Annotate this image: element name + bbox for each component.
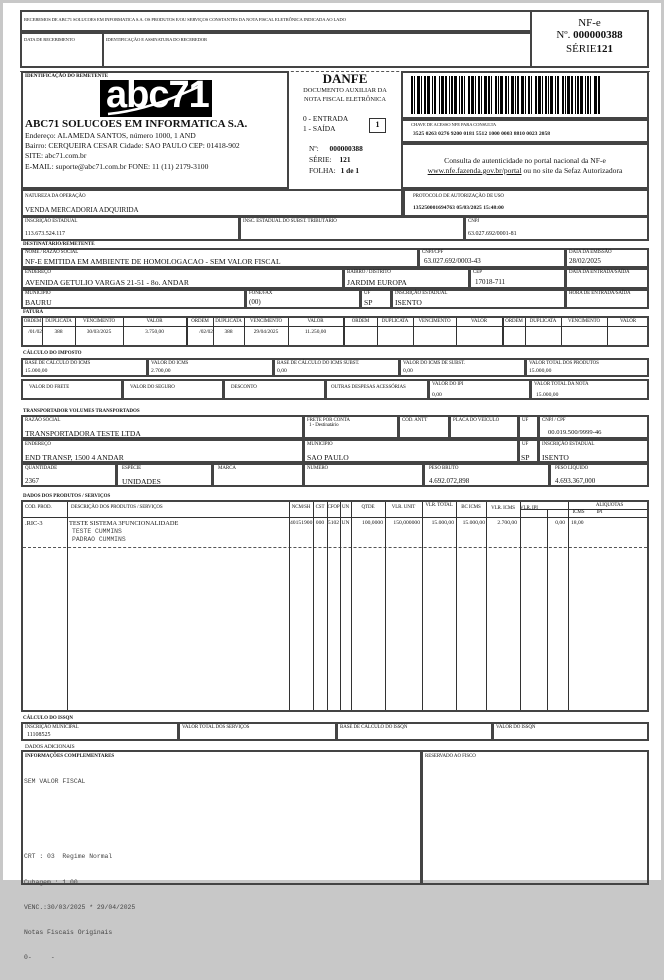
fatura-h-ordem: ORDEM xyxy=(351,319,370,324)
ie-label: INSCRIÇÃO ESTADUAL xyxy=(25,219,78,224)
produtos-h-cst: CST xyxy=(315,505,325,510)
fatura-valor: 3.750,00 xyxy=(145,329,164,335)
transp-frete-box xyxy=(303,415,399,439)
fatura-ordem: /01/02 xyxy=(28,329,42,335)
fatura-h-vencimento: VENCIMENTO xyxy=(568,319,600,324)
imposto-outras-label: OUTRAS DESPESAS ACESSÓRIAS xyxy=(331,385,406,390)
dest-bairro-label: BAIRRO / DISTRITO xyxy=(347,270,391,275)
imposto-ipi-label: VALOR DO IPI xyxy=(432,382,464,387)
imposto-outras-box xyxy=(325,379,429,400)
transp-quantidade-value: 2367 xyxy=(25,477,39,485)
danfe-folha: 1 de 1 xyxy=(340,166,360,175)
danfe-number: 000000388 xyxy=(329,144,363,153)
dest-cnpj-box xyxy=(418,248,566,268)
protocolo-label: PROTOCOLO DE AUTORIZAÇÃO DE USO xyxy=(413,194,504,199)
imposto-icms-st-box xyxy=(399,358,526,377)
protocolo-value: 135250001694763 05/03/2025 15:48:00 xyxy=(413,205,504,211)
imposto-bc-icms-value: 15.000,00 xyxy=(25,368,48,374)
natureza-value: VENDA MERCADORIA ADQUIRIDA xyxy=(25,206,139,214)
chave-box xyxy=(401,119,649,143)
fatura-h-vencimento: VENCIMENTO xyxy=(250,319,282,324)
transp-placa-box xyxy=(449,415,519,439)
dest-endereco-box xyxy=(21,268,344,289)
dest-hora-label: HORA DE ENTRADA/SAÍDA xyxy=(569,291,631,296)
fatura-vencimento: 29/04/2025 xyxy=(253,329,279,335)
transp-peso-bruto-value: 4.692.072,898 xyxy=(429,477,470,485)
danfe-number-line xyxy=(309,144,363,153)
issqn-im-label: INSCRIÇÃO MUNICIPAL xyxy=(25,725,79,730)
produtos-h-vipi: VLR. IPI xyxy=(520,506,538,511)
fatura-h-duplicata: DUPLICATA xyxy=(215,319,242,324)
barcode-icon xyxy=(411,76,641,114)
transp-especie-box xyxy=(116,463,213,487)
danfe-title: DANFE xyxy=(322,71,368,86)
danfe-subtitle-1: DOCUMENTO AUXILIAR DA xyxy=(303,87,387,94)
cnpj-label: CNPJ xyxy=(468,219,480,224)
dest-ie-label: INSCRIÇÃO ESTADUAL xyxy=(395,291,448,296)
produtos-h-cfop: CFOP xyxy=(327,505,340,510)
imposto-seguro-label: VALOR DO SEGURO xyxy=(130,385,175,390)
dest-emissao-value: 28/02/2025 xyxy=(569,257,601,265)
produtos-h-cod: COD. PROD. xyxy=(25,505,52,510)
transp-numero-box xyxy=(303,463,424,487)
dest-cep-box xyxy=(469,268,566,289)
canhoto-number: 000000388 xyxy=(573,29,623,41)
chave-label: CHAVE DE ACESSO NFE PARA CONSULTA xyxy=(411,122,497,127)
fatura-vencimento: 30/03/2025 xyxy=(86,329,112,335)
ie-st-box xyxy=(239,216,465,241)
fatura-h-ordem: ORDEM xyxy=(23,319,42,324)
imposto-bc-icms-label: BASE DE CÁLCULO DO ICMS xyxy=(25,361,91,366)
dest-municipio-value: BAURU xyxy=(25,298,52,307)
produto-aliq-icms: 18,00 xyxy=(571,520,584,526)
protocolo-box xyxy=(403,189,649,217)
transp-frete-value: 1 - Destinatário xyxy=(309,423,339,428)
emitente-name: ABC71 SOLUCOES EM INFORMATICA S.A. xyxy=(25,118,248,130)
issqn-bc-label: BASE DE CÁLCULO DO ISSQN xyxy=(340,725,408,730)
transp-endereco-label: ENDEREÇO xyxy=(25,442,51,447)
imposto-icms-box xyxy=(147,358,274,377)
danfe-subtitle-2: NOTA FISCAL ELETRÔNICA xyxy=(304,96,386,103)
fatura-h-vencimento: VENCIMENTO xyxy=(418,319,451,324)
produto-cfop: 5102 xyxy=(327,520,340,526)
transp-quantidade-box xyxy=(21,463,117,487)
transp-municipio-box xyxy=(303,439,519,463)
fatura-h-ordem: ORDEM xyxy=(191,319,209,324)
transp-placa-label: PLACA DO VEÍCULO xyxy=(453,418,500,423)
dest-nome-label: NOME / RAZÃO SOCIAL xyxy=(25,250,79,255)
danfe-entrada: 0 - ENTRADA xyxy=(303,114,349,123)
canhoto-serie: 121 xyxy=(596,43,614,55)
fatura-h-duplicata: DUPLICATA xyxy=(45,319,72,324)
produtos-header-divider xyxy=(23,517,647,518)
info-complementares-label: INFORMAÇÕES COMPLEMENTARES xyxy=(25,754,115,759)
transp-especie-value: UNIDADES xyxy=(122,477,161,486)
transp-municipio-value: SAO PAULO xyxy=(307,453,349,462)
dest-nome-box xyxy=(21,248,419,268)
ie-box xyxy=(21,216,240,241)
transp-razao-value: TRANSPORTADORA TESTE LTDA xyxy=(25,429,141,438)
imposto-desconto-label: DESCONTO xyxy=(231,385,257,390)
consulta-line-1: Consulta de autenticidade no portal nacional da NF-e xyxy=(444,156,606,165)
produto-desc: TESTE SISTEMA 3FUNCIONALIDADE xyxy=(69,520,179,527)
transp-quantidade-label: QUANTIDADE xyxy=(25,466,58,471)
fatura-ordem: /02/02 xyxy=(199,329,213,335)
fatura-h-duplicata: DUPLICATA xyxy=(529,319,557,324)
produto-desc-extra-1: TESTE CUMMINS xyxy=(72,528,122,535)
produtos-h-vicms: VLR. ICMS xyxy=(491,506,515,511)
danfe-saida: 1 - SAÍDA xyxy=(303,124,336,133)
danfe-box xyxy=(289,71,401,189)
transp-uf2-box xyxy=(518,439,539,463)
dest-bairro-value: JARDIM EUROPA xyxy=(347,278,407,287)
produtos-h-ncm: NCM/SH xyxy=(291,505,311,510)
destinatario-section-label: DESTINATÁRIO/REMETENTE xyxy=(23,242,95,247)
canhoto-serie-label: SÉRIE xyxy=(565,43,597,55)
produtos-h-bcicms: BC ICMS xyxy=(461,505,481,510)
produto-vicms: 2.700,00 xyxy=(497,520,517,526)
imposto-icms-value: 2.700,00 xyxy=(151,368,171,374)
transp-uf1-box xyxy=(518,415,539,439)
fatura-duplicata: 388 xyxy=(224,329,233,335)
produto-bcicms: 15.000,00 xyxy=(462,520,485,526)
imposto-bc-icms-st-box xyxy=(273,358,400,377)
danfe-serie: 121 xyxy=(339,155,351,164)
issqn-im-value: 11108525 xyxy=(27,732,51,738)
danfe-serie-line xyxy=(309,155,351,164)
dest-endereco-value: AVENIDA GETULIO VARGAS 21-51 - 8o. ANDAR xyxy=(25,278,189,287)
imposto-icms-label: VALOR DO ICMS xyxy=(151,361,189,366)
imposto-total-produtos-label: VALOR TOTAL DOS PRODUTOS xyxy=(529,361,599,366)
produto-vunit: 150,000000 xyxy=(393,520,420,526)
dest-hora-box xyxy=(565,289,649,309)
issqn-valor-box xyxy=(492,722,649,741)
logo-swoosh-icon xyxy=(100,80,212,117)
imposto-section-label: CÁLCULO DO IMPOSTO xyxy=(23,351,82,356)
imposto-icms-st-label: VALOR DO ICMS DE SUBST. xyxy=(403,361,465,366)
fatura-h-valor: VALOR xyxy=(619,319,637,324)
emitente-email: E-MAIL: suporte@abc71.com.br FONE: 11 (11) 2179-3100 xyxy=(25,162,209,171)
produtos-h-un: UN xyxy=(341,505,350,510)
issqn-valor-label: VALOR DO ISSQN xyxy=(496,725,536,730)
transp-razao-box xyxy=(21,415,304,439)
cnpj-box xyxy=(464,216,649,241)
transp-razao-label: RAZÃO SOCIAL xyxy=(25,418,61,423)
transp-uf1-label: UF xyxy=(522,418,529,423)
transp-frete-label: FRETE POR CONTA xyxy=(307,418,350,423)
canhoto-received-text: RECEBEMOS DE ABC71 SOLUCOES EM INFORMATICA S.A. OS PRODUTOS E/OU SERVIÇOS CONSTANTES DA NOTA FISCAL ELETRÔNICA INDICADA AO LADO xyxy=(24,17,346,22)
transp-marca-label: MARCA xyxy=(218,466,236,471)
transp-endereco-value: END TRANSP, 1500 4 ANDAR xyxy=(25,453,124,462)
dest-emissao-label: DATA DA EMISSÃO xyxy=(569,250,612,255)
produto-un: UN xyxy=(341,520,350,526)
emitente-site: SITE: abc71.com.br xyxy=(25,151,87,160)
dest-cnpj-value: 63.027.692/0003-43 xyxy=(424,257,481,265)
fatura-h-ordem: ORDEM xyxy=(505,319,523,324)
danfe-folha-line xyxy=(309,166,359,175)
company-logo xyxy=(100,80,212,117)
issqn-section-label: CÁLCULO DO ISSQN xyxy=(23,716,74,721)
produto-ncm: 40151900 xyxy=(290,520,313,526)
info-line: Notas Fiscais Originais xyxy=(24,929,113,937)
transp-ie-box xyxy=(538,439,649,463)
produtos-table xyxy=(21,500,649,712)
dest-ie-box xyxy=(391,289,566,309)
info-complementares-box xyxy=(21,750,422,962)
info-line: VENC.:30/03/2025 * 29/04/2025 xyxy=(24,903,136,911)
info-line: 0- - xyxy=(24,954,55,962)
info-line: Cubagem : 1,00 xyxy=(24,878,78,886)
adicionais-section-label: DADOS ADICIONAIS xyxy=(25,744,75,750)
produtos-h-qtde: QTDE xyxy=(361,505,375,510)
dest-fone-label: FONE/FAX xyxy=(249,291,273,296)
transp-antt-box xyxy=(398,415,450,439)
danfe-page xyxy=(3,3,661,962)
fatura-group-1 xyxy=(23,318,186,345)
dest-municipio-label: MUNICÍPIO xyxy=(25,291,51,296)
transportador-section-label: TRANSPORTADOR VOLUMES TRANSPORTADOS xyxy=(23,409,140,414)
logo-text: abc71 xyxy=(106,80,209,116)
emitente-district: Bairro: CERQUEIRA CESAR Cidade: SAO PAULO CEP: 01418-902 xyxy=(25,141,240,150)
imposto-total-nota-value: 15.000,00 xyxy=(536,392,559,398)
emitente-box xyxy=(21,71,289,189)
imposto-desconto-box xyxy=(223,379,326,400)
dest-fone-box xyxy=(245,289,361,309)
dest-cep-value: 17018-711 xyxy=(475,278,506,286)
produtos-h-aliquotas: ALIQUOTAS xyxy=(595,503,624,508)
transp-peso-liquido-box xyxy=(549,463,649,487)
fatura-h-valor: VALOR xyxy=(146,319,163,324)
canhoto-serie-line xyxy=(532,43,647,55)
fatura-group-2 xyxy=(187,318,343,345)
dest-municipio-box xyxy=(21,289,246,309)
dest-nome-value: NF-E EMITIDA EM AMBIENTE DE HOMOLOGACAO - SEM VALOR FISCAL xyxy=(25,257,281,266)
imposto-total-nota-label: VALOR TOTAL DA NOTA xyxy=(534,382,589,387)
dest-entrada-saida-label: DATA DA ENTRADA/SAÍDA xyxy=(569,270,630,275)
imposto-total-produtos-box xyxy=(525,358,649,377)
imposto-total-nota-box xyxy=(530,379,649,400)
canhoto-received-box xyxy=(20,10,532,32)
imposto-frete-label: VALOR DO FRETE xyxy=(29,385,70,390)
dest-uf-value: SP xyxy=(364,298,373,307)
transp-peso-bruto-box xyxy=(423,463,550,487)
produto-vipi: 0,00 xyxy=(555,520,565,526)
canhoto-signature-label: IDENTIFICAÇÃO E ASSINATURA DO RECEBEDOR xyxy=(106,37,207,42)
dest-cep-label: CEP xyxy=(473,270,482,275)
transp-cnpj-label: CNPJ / CPF xyxy=(542,418,566,423)
imposto-ipi-value: 0,00 xyxy=(432,392,442,398)
dest-bairro-box xyxy=(343,268,470,289)
cnpj-value: 63.027.692/0001-81 xyxy=(468,231,517,237)
canhoto-number-line xyxy=(532,29,647,41)
dest-entrada-saida-box xyxy=(565,268,649,289)
consulta-line-2-text: ou no site da Sefaz Autorizadora xyxy=(521,166,623,175)
fatura-h-duplicata: DUPLICATA xyxy=(381,319,409,324)
ie-value: 113.673.524.117 xyxy=(25,231,66,237)
transp-cnpj-box xyxy=(538,415,649,439)
info-line: SEM VALOR FISCAL xyxy=(24,777,86,785)
transp-endereco-box xyxy=(21,439,304,463)
transp-marca-box xyxy=(212,463,304,487)
canhoto-number-label: Nº. xyxy=(556,29,571,41)
consulta-portal-link[interactable]: www.nfe.fazenda.gov.br/portal xyxy=(427,166,522,175)
issqn-vserv-box xyxy=(178,722,337,741)
dest-fone-value: (00) xyxy=(249,298,261,306)
transp-uf2-value: SP xyxy=(521,453,530,462)
info-line: CRT : 03 Regime Normal xyxy=(24,853,113,861)
info-complementares-text xyxy=(24,761,135,980)
dest-uf-box xyxy=(360,289,392,309)
fatura-duplicata: 388 xyxy=(54,329,63,335)
transp-numero-label: NUMERO xyxy=(307,466,329,471)
produto-cod: .RIC-3 xyxy=(25,520,43,527)
imposto-bc-icms-box xyxy=(21,358,148,377)
transp-especie-label: ESPÉCIE xyxy=(122,466,142,471)
canhoto-nfe-label: NF-e xyxy=(578,17,601,29)
info-line xyxy=(24,828,135,836)
imposto-frete-box xyxy=(21,379,123,400)
danfe-number-label: Nº: xyxy=(309,144,319,153)
danfe-folha-label: FOLHA: xyxy=(309,166,336,175)
transp-municipio-label: MUNICÍPIO xyxy=(307,442,333,447)
canhoto-date-box xyxy=(20,32,104,68)
fatura-h-vencimento: VENCIMENTO xyxy=(83,319,115,324)
imposto-icms-st-value: 0,00 xyxy=(403,368,413,374)
dest-endereco-label: ENDEREÇO xyxy=(25,270,51,275)
canhoto-date-label: DATA DE RECEBIMENTO xyxy=(24,37,75,42)
emitente-section-label: IDENTIFICAÇÃO DO REMETENTE xyxy=(25,74,109,79)
produto-cst: 000 xyxy=(315,520,325,526)
produtos-h-aliq-ipi: IPI xyxy=(596,510,603,515)
imposto-seguro-box xyxy=(122,379,224,400)
fatura-table xyxy=(21,316,649,347)
reservado-fisco-box xyxy=(421,750,649,885)
chave-value: 3525 0263 0276 9200 0181 5512 1000 0003 8810 0023 2058 xyxy=(413,131,551,137)
produtos-h-aliq-icms: ICMS xyxy=(572,510,585,515)
issqn-vserv-label: VALOR TOTAL DOS SERVIÇOS xyxy=(182,725,250,730)
produtos-section-label: DADOS DOS PRODUTOS / SERVIÇOS xyxy=(23,494,111,499)
produtos-h-vtotal: VLR. TOTAL xyxy=(425,503,453,508)
transp-cnpj-value: 00.019.500/9999-46 xyxy=(548,429,602,436)
imposto-bc-icms-st-label: BASE DE CÁLCULO DO ICMS SUBST. xyxy=(277,361,360,366)
transp-peso-liquido-value: 4.693.367,000 xyxy=(555,477,596,485)
produtos-item-divider xyxy=(23,547,647,548)
canhoto-signature-box xyxy=(102,32,532,68)
transp-ie-label: INSCRIÇÃO ESTADUAL xyxy=(542,442,595,447)
imposto-ipi-box xyxy=(428,379,531,400)
danfe-tipo-box: 1 xyxy=(369,118,386,133)
transp-antt-label: COD. ANTT xyxy=(402,418,428,423)
dest-emissao-box xyxy=(565,248,649,268)
natureza-box xyxy=(21,189,403,217)
produtos-h-desc: DESCRIÇÃO DOS PRODUTOS / SERVIÇOS xyxy=(71,505,163,510)
produto-vtotal: 15.000,00 xyxy=(431,520,454,526)
canhoto-nfe-box xyxy=(530,10,649,68)
transp-ie-value: ISENTO xyxy=(542,453,569,462)
transp-peso-liquido-label: PESO LÍQUIDO xyxy=(555,466,589,471)
reservado-fisco-label: RESERVADO AO FISCO xyxy=(425,754,476,759)
dest-cnpj-label: CNPJ/CPF xyxy=(422,250,444,255)
dest-ie-value: ISENTO xyxy=(395,298,422,307)
consulta-box xyxy=(401,143,649,189)
produto-desc-extra-2: PADRAO CUMMINS xyxy=(72,536,126,543)
imposto-bc-icms-st-value: 0,00 xyxy=(277,368,287,374)
fatura-group-3 xyxy=(344,318,502,345)
dest-uf-label: UF xyxy=(364,291,371,296)
issqn-bc-box xyxy=(336,722,493,741)
danfe-serie-label: SÉRIE: xyxy=(309,155,332,164)
natureza-label: NATUREZA DA OPERAÇÃO xyxy=(25,194,86,199)
fatura-group-4 xyxy=(503,318,649,345)
ie-st-label: INSC. ESTADUAL DO SUBST. TRIBUTÁRIO xyxy=(243,219,337,224)
produtos-h-vunit: VLR. UNIT xyxy=(391,505,416,510)
produto-qtde: 100,0000 xyxy=(362,520,383,526)
transp-peso-bruto-label: PESO BRUTO xyxy=(429,466,459,471)
barcode-box xyxy=(401,71,649,119)
fatura-h-valor: VALOR xyxy=(307,319,324,324)
transp-uf2-label: UF xyxy=(522,442,529,447)
fatura-section-label: FATURA xyxy=(23,310,44,315)
issqn-im-box xyxy=(21,722,179,741)
consulta-line-2 xyxy=(403,166,647,175)
imposto-total-produtos-value: 15.000,00 xyxy=(529,368,552,374)
fatura-h-valor: VALOR xyxy=(470,319,488,324)
fatura-valor: 11.250,00 xyxy=(304,329,327,335)
info-line xyxy=(24,803,135,811)
emitente-address: Endereço: ALAMEDA SANTOS, número 1000, 1 AND xyxy=(25,131,196,140)
produto-row xyxy=(23,519,647,547)
